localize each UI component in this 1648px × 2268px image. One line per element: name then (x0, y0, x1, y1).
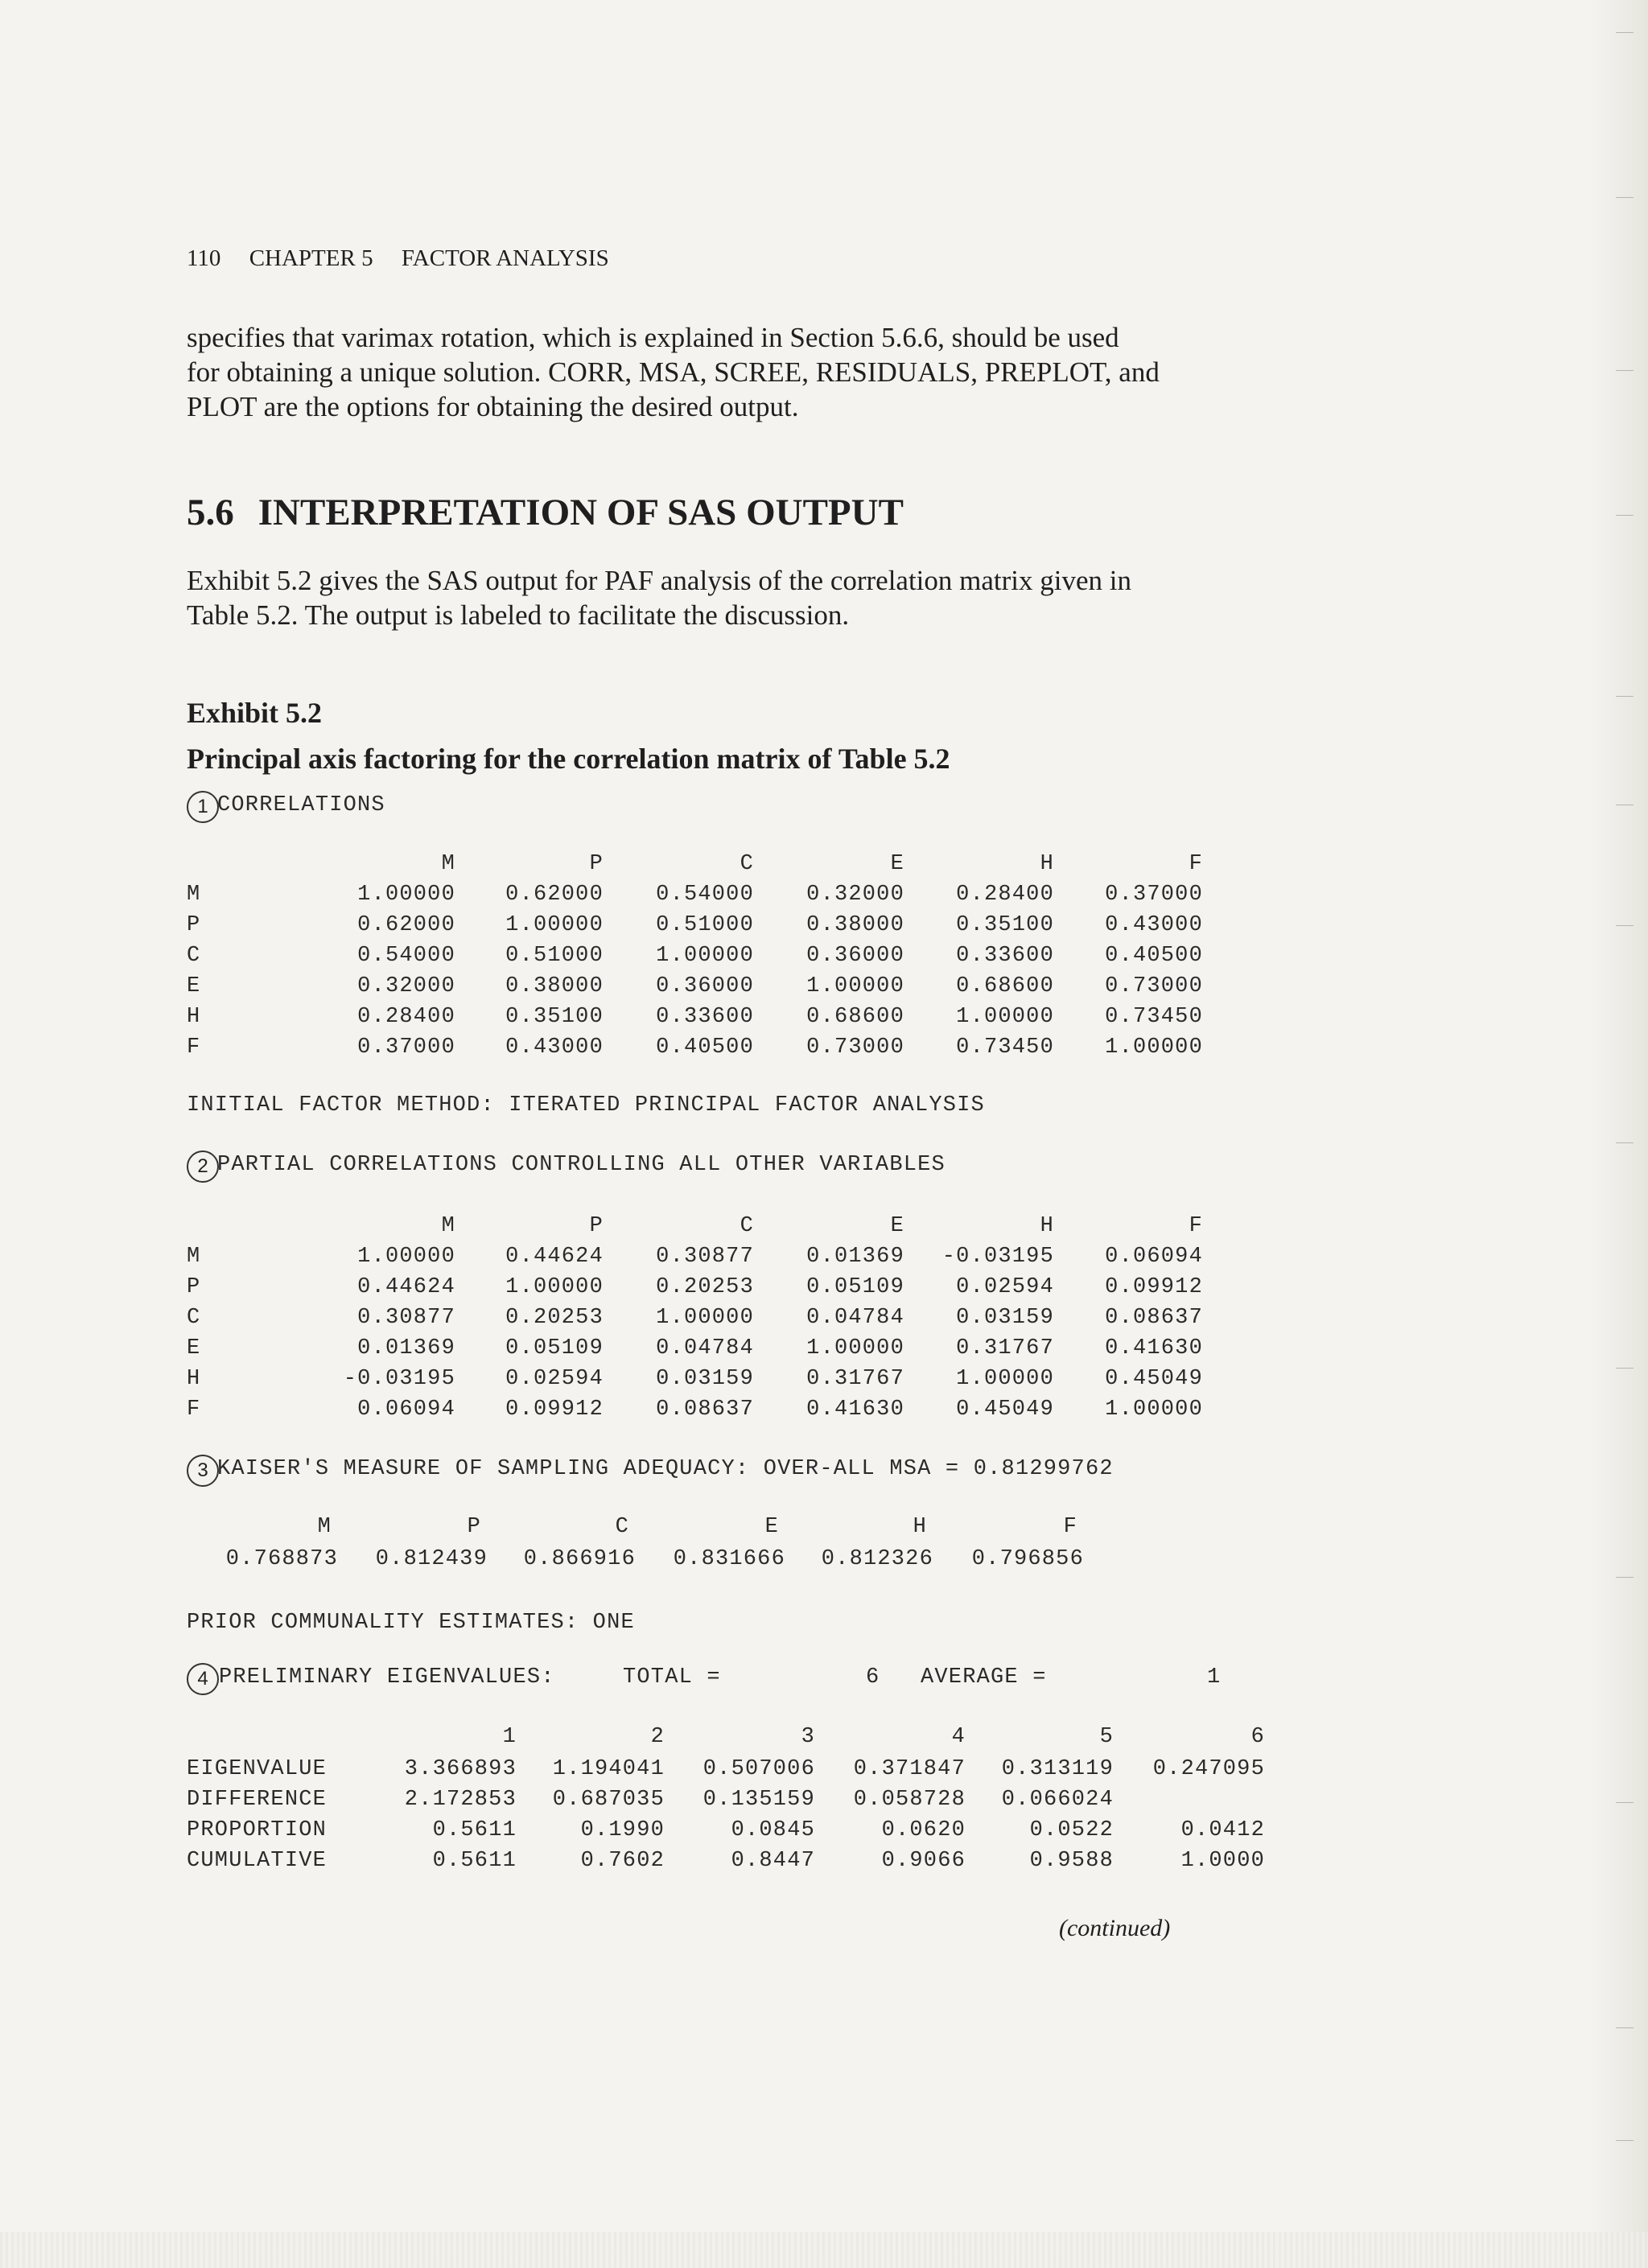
table-cell: 0.7602 (580, 1849, 665, 1873)
table-cell: 0.0522 (1029, 1818, 1114, 1842)
table-cell: 0.08637 (1105, 1306, 1203, 1330)
table-cell: 0.135159 (702, 1788, 815, 1812)
table-cell: 0.796856 (971, 1547, 1084, 1571)
table-cell: 1.00000 (357, 1245, 455, 1269)
total-label: TOTAL = (623, 1665, 721, 1690)
table-cell: 0.68600 (956, 974, 1054, 998)
page-edge-mark (1616, 1368, 1634, 1369)
row-label: M (187, 1245, 201, 1269)
table-cell: 0.866916 (523, 1547, 636, 1571)
row-label: M (187, 883, 201, 907)
row-label: EIGENVALUE (187, 1757, 328, 1781)
table-cell: 0.058728 (853, 1788, 966, 1812)
table-cell: 0.40500 (1105, 944, 1203, 968)
text-line: Exhibit 5.2 gives the SAS output for PAF analysis of the correlation matrix given in (187, 565, 1132, 596)
table-cell: 0.5611 (432, 1818, 517, 1842)
table-cell: 0.62000 (505, 883, 604, 907)
column-header: 5 (1099, 1725, 1114, 1749)
table-cell: 0.40500 (656, 1035, 754, 1060)
table-cell: 0.09912 (1105, 1275, 1203, 1299)
column-header: E (764, 1515, 779, 1539)
intro-paragraph (187, 320, 1201, 424)
row-label: PROPORTION (187, 1818, 328, 1842)
page-edge-mark (1616, 2140, 1634, 2141)
table-cell: 0.313119 (1001, 1757, 1114, 1781)
chapter-title: FACTOR ANALYSIS (401, 245, 609, 271)
table-cell: 0.73450 (1105, 1005, 1203, 1029)
table-cell: 0.32000 (806, 883, 904, 907)
column-header: C (740, 852, 754, 876)
page-edge (1592, 0, 1648, 2268)
table-cell: 1.00000 (806, 974, 904, 998)
row-label: E (187, 1336, 201, 1360)
page-edge-mark (1616, 925, 1634, 926)
table-cell: 2.172853 (404, 1788, 517, 1812)
column-header: 3 (801, 1725, 815, 1749)
table-cell: 1.00000 (357, 883, 455, 907)
row-label: F (187, 1397, 201, 1422)
marker-circle: 1 (187, 791, 219, 823)
column-header: P (589, 1214, 604, 1238)
table-cell: 0.05109 (505, 1336, 604, 1360)
table-cell: 0.36000 (656, 974, 754, 998)
table-cell: 0.507006 (702, 1757, 815, 1781)
page-edge-mark (1616, 1802, 1634, 1803)
chapter-label: CHAPTER 5 (249, 245, 373, 271)
text-line: for obtaining a unique solution. CORR, MSA, SCREE, RESIDUALS, PREPLOT, and (187, 356, 1160, 388)
table-cell: 1.00000 (1105, 1397, 1203, 1422)
column-header: C (740, 1214, 754, 1238)
table-cell: 0.31767 (806, 1367, 904, 1391)
exhibit-caption: Principal axis factoring for the correlation matrix of Table 5.2 (187, 743, 950, 775)
row-label: DIFFERENCE (187, 1788, 328, 1812)
marker-circle: 4 (187, 1663, 219, 1695)
table-cell: 1.0000 (1180, 1849, 1265, 1873)
eigenvalues-title: PRELIMINARY EIGENVALUES: (219, 1665, 555, 1690)
row-label: F (187, 1035, 201, 1060)
table-cell: 0.02594 (505, 1367, 604, 1391)
table-cell: 0.35100 (956, 913, 1054, 937)
section-paragraph (187, 563, 1201, 632)
total-value: 6 (866, 1665, 880, 1690)
page-edge-mark (1616, 2027, 1634, 2028)
table-cell: 0.0620 (881, 1818, 966, 1842)
table-cell: 0.54000 (357, 944, 455, 968)
row-label: H (187, 1367, 201, 1391)
column-header: 6 (1250, 1725, 1265, 1749)
table-cell: 0.0412 (1180, 1818, 1265, 1842)
prior-communality: PRIOR COMMUNALITY ESTIMATES: ONE (187, 1611, 635, 1635)
table-cell: 3.366893 (404, 1757, 517, 1781)
table-cell: 0.51000 (656, 913, 754, 937)
initial-factor-method: INITIAL FACTOR METHOD: ITERATED PRINCIPAL FACTOR ANALYSIS (187, 1093, 985, 1118)
table-cell: 0.01369 (806, 1245, 904, 1269)
table-cell: 1.194041 (552, 1757, 665, 1781)
average-label: AVERAGE = (921, 1665, 1047, 1690)
table-cell: 0.687035 (552, 1788, 665, 1812)
table-cell: 0.37000 (1105, 883, 1203, 907)
table-cell: -0.03195 (343, 1367, 455, 1391)
table-cell: 0.371847 (853, 1757, 966, 1781)
table-cell: 1.00000 (505, 1275, 604, 1299)
row-label: E (187, 974, 201, 998)
table-cell: 1.00000 (656, 944, 754, 968)
table-cell: 0.02594 (956, 1275, 1054, 1299)
column-header: H (913, 1515, 927, 1539)
marker-circle: 3 (187, 1455, 219, 1487)
table-cell: 0.31767 (956, 1336, 1054, 1360)
page-edge-mark (1616, 515, 1634, 516)
table-cell: 0.9066 (881, 1849, 966, 1873)
table-cell: 1.00000 (1105, 1035, 1203, 1060)
msa-title: KAISER'S MEASURE OF SAMPLING ADEQUACY: OVER-ALL MSA = 0.81299762 (217, 1457, 1114, 1481)
table-cell: 0.066024 (1001, 1788, 1114, 1812)
column-header: P (467, 1515, 481, 1539)
continued-note: (continued) (1059, 1915, 1171, 1941)
column-header: H (1040, 852, 1054, 876)
table-cell: 0.0845 (731, 1818, 815, 1842)
column-header: 2 (650, 1725, 665, 1749)
scan-noise (0, 2232, 1648, 2268)
table-cell: 0.44624 (505, 1245, 604, 1269)
table-cell: 0.812326 (821, 1547, 933, 1571)
table-cell: 0.5611 (432, 1849, 517, 1873)
table-cell: -0.03195 (941, 1245, 1054, 1269)
column-header: M (441, 852, 455, 876)
table-cell: 0.62000 (357, 913, 455, 937)
column-header: E (890, 1214, 904, 1238)
table-cell: 0.03159 (656, 1367, 754, 1391)
column-header: 1 (502, 1725, 517, 1749)
table-cell: 0.36000 (806, 944, 904, 968)
table-cell: 0.41630 (806, 1397, 904, 1422)
row-label: C (187, 1306, 201, 1330)
table-cell: 0.831666 (673, 1547, 785, 1571)
table-cell: 0.768873 (225, 1547, 338, 1571)
table-cell: 0.38000 (806, 913, 904, 937)
table-cell: 0.247095 (1152, 1757, 1265, 1781)
table-cell: 0.08637 (656, 1397, 754, 1422)
table-cell: 0.04784 (656, 1336, 754, 1360)
table-cell: 0.812439 (375, 1547, 488, 1571)
table-cell: 0.03159 (956, 1306, 1054, 1330)
column-header: M (317, 1515, 332, 1539)
table-cell: 0.8447 (731, 1849, 815, 1873)
text-line: PLOT are the options for obtaining the desired output. (187, 391, 799, 422)
column-header: F (1189, 1214, 1203, 1238)
table-cell: 0.51000 (505, 944, 604, 968)
row-label: C (187, 944, 201, 968)
partial-correlations-title: PARTIAL CORRELATIONS CONTROLLING ALL OTHER VARIABLES (217, 1153, 946, 1177)
column-header: H (1040, 1214, 1054, 1238)
exhibit-label: Exhibit 5.2 (187, 697, 323, 729)
column-header: 4 (951, 1725, 966, 1749)
table-cell: 0.33600 (956, 944, 1054, 968)
table-cell: 0.73000 (1105, 974, 1203, 998)
table-cell: 0.01369 (357, 1336, 455, 1360)
column-header: P (589, 852, 604, 876)
section-heading (187, 491, 904, 534)
table-cell: 1.00000 (656, 1306, 754, 1330)
table-cell: 0.09912 (505, 1397, 604, 1422)
page-edge-mark (1616, 696, 1634, 697)
table-cell: 0.30877 (656, 1245, 754, 1269)
text-line: Table 5.2. The output is labeled to facilitate the discussion. (187, 599, 850, 631)
table-cell: 0.35100 (505, 1005, 604, 1029)
page-edge-mark (1616, 197, 1634, 198)
table-cell: 0.20253 (656, 1275, 754, 1299)
page-edge-mark (1616, 32, 1634, 33)
running-head (187, 245, 632, 272)
marker-circle: 2 (187, 1150, 219, 1183)
table-cell: 0.28400 (956, 883, 1054, 907)
column-header: F (1189, 852, 1203, 876)
page-edge-mark (1616, 1142, 1634, 1143)
average-value: 1 (1207, 1665, 1222, 1690)
table-cell: 0.54000 (656, 883, 754, 907)
table-cell: 0.68600 (806, 1005, 904, 1029)
table-cell: 1.00000 (505, 913, 604, 937)
table-cell: 1.00000 (956, 1005, 1054, 1029)
table-cell: 0.44624 (357, 1275, 455, 1299)
table-cell: 0.45049 (956, 1397, 1054, 1422)
table-cell: 1.00000 (806, 1336, 904, 1360)
table-cell: 0.37000 (357, 1035, 455, 1060)
page-number: 110 (187, 245, 221, 271)
column-header: E (890, 852, 904, 876)
table-cell: 0.06094 (1105, 1245, 1203, 1269)
table-cell: 0.38000 (505, 974, 604, 998)
table-cell: 0.04784 (806, 1306, 904, 1330)
row-label: P (187, 913, 201, 937)
column-header: C (615, 1515, 629, 1539)
table-cell: 0.05109 (806, 1275, 904, 1299)
table-cell: 1.00000 (956, 1367, 1054, 1391)
table-cell: 0.43000 (505, 1035, 604, 1060)
table-cell: 0.43000 (1105, 913, 1203, 937)
table-cell: 0.1990 (580, 1818, 665, 1842)
table-cell: 0.33600 (656, 1005, 754, 1029)
section-number: 5.6 (187, 492, 234, 533)
table-cell: 0.20253 (505, 1306, 604, 1330)
column-header: M (441, 1214, 455, 1238)
text-line: specifies that varimax rotation, which is explained in Section 5.6.6, should be used (187, 322, 1119, 353)
table-cell: 0.45049 (1105, 1367, 1203, 1391)
row-label: CUMULATIVE (187, 1849, 328, 1873)
table-cell: 0.30877 (357, 1306, 455, 1330)
table-cell: 0.73450 (956, 1035, 1054, 1060)
table-cell: 0.41630 (1105, 1336, 1203, 1360)
table-cell: 0.28400 (357, 1005, 455, 1029)
page-edge-mark (1616, 370, 1634, 371)
row-label: P (187, 1275, 201, 1299)
page-edge-mark (1616, 1577, 1634, 1578)
table-cell: 0.32000 (357, 974, 455, 998)
table-cell: 0.73000 (806, 1035, 904, 1060)
correlations-title: CORRELATIONS (217, 793, 385, 817)
column-header: F (1063, 1515, 1077, 1539)
row-label: H (187, 1005, 201, 1029)
table-cell: 0.9588 (1029, 1849, 1114, 1873)
section-title: INTERPRETATION OF SAS OUTPUT (258, 492, 904, 533)
table-cell: 0.06094 (357, 1397, 455, 1422)
